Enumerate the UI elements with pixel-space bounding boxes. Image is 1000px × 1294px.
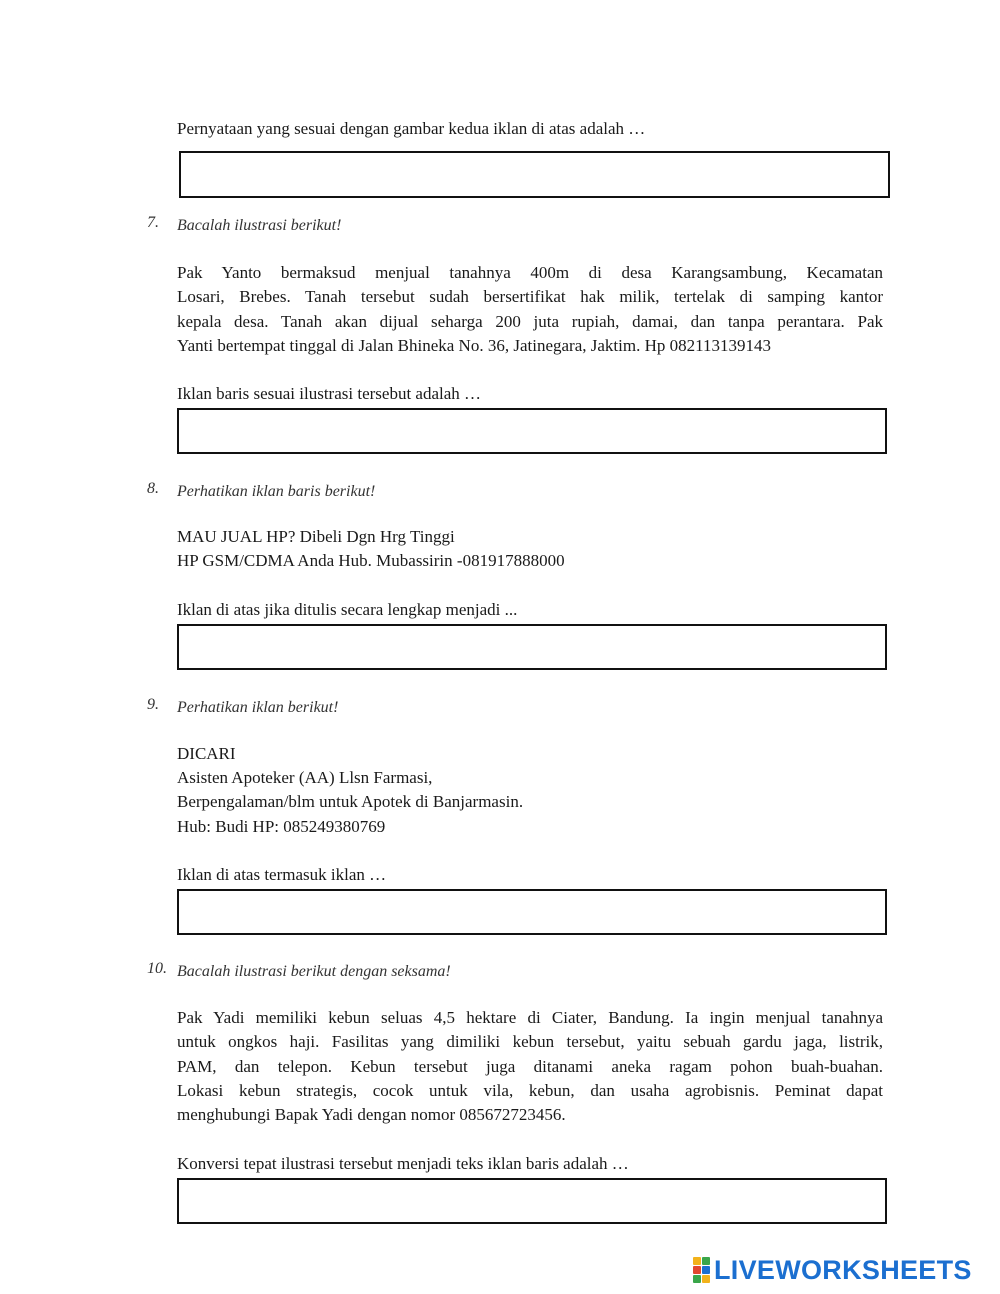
question-10-answer-box[interactable] xyxy=(177,1178,887,1224)
top-answer-input[interactable] xyxy=(181,153,888,196)
question-9-ad-line: Berpengalaman/blm untuk Apotek di Banjarmasin. xyxy=(177,792,524,811)
question-7-answer-input[interactable] xyxy=(179,410,885,452)
passage-line: Yanti bertempat tinggal di Jalan Bhineka No. 36, Jatinegara, Jaktim. Hp 082113139143 xyxy=(177,335,771,355)
liveworksheets-logo[interactable] xyxy=(693,1253,972,1287)
question-7-passage xyxy=(177,261,883,358)
question-9-ad-line: DICARI xyxy=(177,744,236,763)
question-8-instruction: Perhatikan iklan baris berikut! xyxy=(177,483,376,500)
question-9-ad-line: Hub: Budi HP: 085249380769 xyxy=(177,817,386,836)
question-9-number: 9. xyxy=(147,696,159,713)
question-7-instruction: Bacalah ilustrasi berikut! xyxy=(177,217,342,234)
passage-line: Losari, Brebes. Tanah tersebut sudah bersertifikat hak milik, tertelak di samping kantor xyxy=(177,287,883,307)
question-9-ad-line: Asisten Apoteker (AA) Llsn Farmasi, xyxy=(177,768,433,787)
question-7-number: 7. xyxy=(147,214,159,231)
passage-line: Pak Yanto bermaksud menjual tanahnya 400m di desa Karangsambung, Kecamatan xyxy=(177,263,883,282)
question-8-answer-input[interactable] xyxy=(179,626,885,668)
passage-line: Lokasi kebun strategis, cocok untuk vila, kebun, dan usaha agrobisnis. Peminat dapat xyxy=(177,1080,883,1100)
question-9-instruction: Perhatikan iklan berikut! xyxy=(177,699,339,716)
question-8-ad-line: HP GSM/CDMA Anda Hub. Mubassirin -081917888000 xyxy=(177,551,565,570)
question-8-ad-line: MAU JUAL HP? Dibeli Dgn Hrg Tinggi xyxy=(177,527,455,546)
passage-line: Pak Yadi memiliki kebun seluas 4,5 hektare di Ciater, Bandung. Ia ingin menjual tanahnya xyxy=(177,1008,883,1027)
top-answer-box[interactable] xyxy=(179,151,890,198)
question-9-answer-input[interactable] xyxy=(179,891,885,933)
question-7-prompt: Iklan baris sesuai ilustrasi tersebut adalah … xyxy=(177,384,482,403)
question-7-answer-box[interactable] xyxy=(177,408,887,454)
top-question-prompt: Pernyataan yang sesuai dengan gambar kedua iklan di atas adalah … xyxy=(177,119,646,138)
question-8-number: 8. xyxy=(147,480,159,497)
question-10-instruction: Bacalah ilustrasi berikut dengan seksama! xyxy=(177,963,451,980)
question-9-prompt: Iklan di atas termasuk iklan … xyxy=(177,865,387,884)
passage-line: kepala desa. Tanah akan dijual seharga 200 juta rupiah, damai, dan tanpa perantara. Pak xyxy=(177,311,883,331)
passage-line: PAM, dan telepon. Kebun tersebut juga ditanami aneka ragam pohon buah-buahan. xyxy=(177,1056,883,1076)
passage-line: untuk ongkos haji. Fasilitas yang dimiliki kebun tersebut, yaitu sebuah gardu jaga, listrik, xyxy=(177,1032,883,1052)
question-10-passage xyxy=(177,1006,883,1127)
question-10-prompt: Konversi tepat ilustrasi tersebut menjadi teks iklan baris adalah … xyxy=(177,1154,629,1173)
logo-mark-icon xyxy=(693,1257,710,1283)
question-10-answer-input[interactable] xyxy=(179,1180,885,1222)
question-10-number: 10. xyxy=(147,960,167,977)
logo-wordmark: LIVEWORKSHEETS xyxy=(714,1254,972,1285)
question-8-answer-box[interactable] xyxy=(177,624,887,670)
question-9-answer-box[interactable] xyxy=(177,889,887,935)
passage-line: menghubungi Bapak Yadi dengan nomor 085672723456. xyxy=(177,1105,566,1125)
question-8-prompt: Iklan di atas jika ditulis secara lengkap menjadi ... xyxy=(177,600,518,619)
